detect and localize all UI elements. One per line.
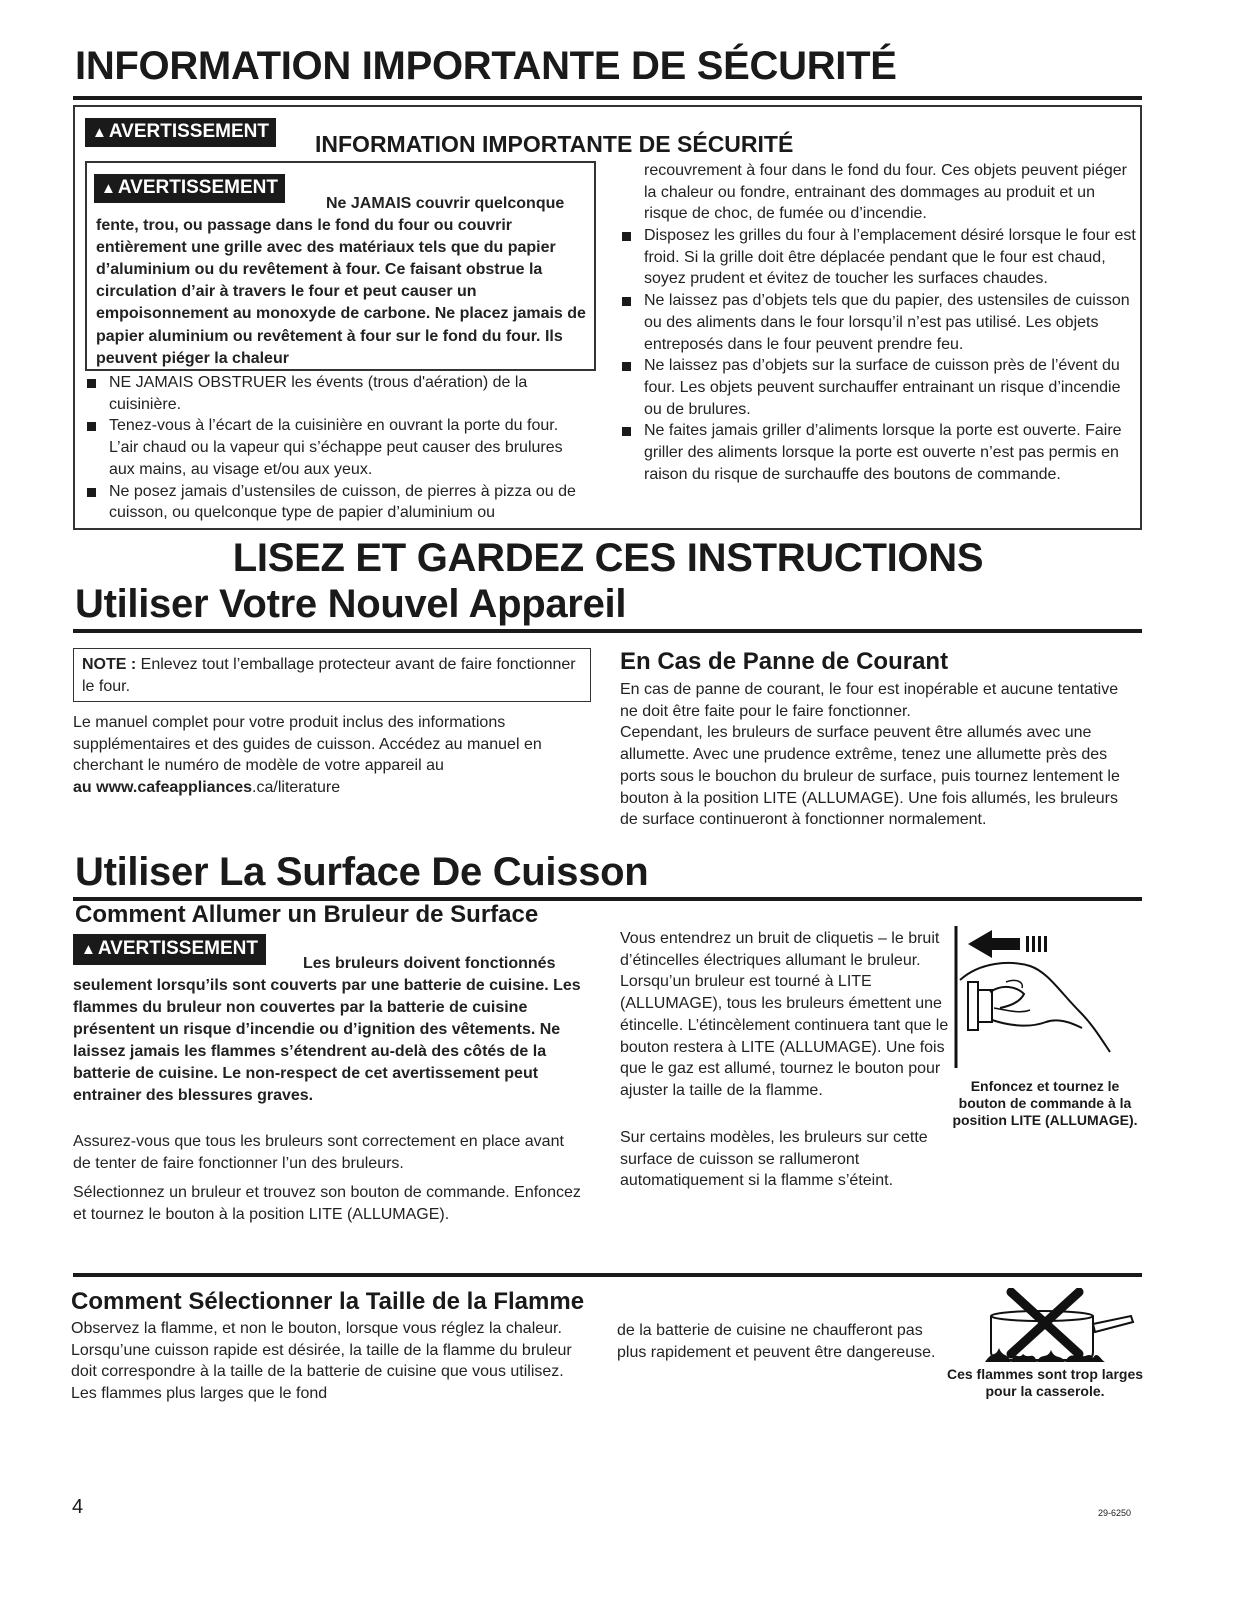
page-number: 4 (72, 1496, 84, 1518)
cooktop-warning-text: Les bruleurs doivent fonctionnés seulement lorsqu’ils sont couverts par une batterie de cuisine. Les flammes du bruleur non couvertes par la batterie de cuisine présentent un risque d’incendie ou d’ignition des vêtements. Ne laissez jamais les flammes s’étendrent au-delà des côtés de la batterie de cuisine. Le non-respect de cet avertissement peut entrainer des blessures graves. (73, 955, 581, 1104)
flame-icon (985, 1348, 1105, 1362)
list-item: Ne laissez pas d’objets sur la surface de cuisson près de l’évent du four. Les objets peuvent surchauffer entrainant un risque d’incendie ou de brulures. (620, 355, 1139, 420)
safety-right-bullets (620, 225, 1139, 485)
cooktop-subtitle: Comment Allumer un Bruleur de Surface (75, 901, 539, 928)
manual-link[interactable]: www.cafeappliances (96, 779, 253, 797)
inner-warning-badge: ▲ AVERTISSEMENT (94, 174, 285, 203)
list-item: Tenez-vous à l’écart de la cuisinière en ouvrant la porte du four. L’air chaud ou la vapeur qui s’échappe peut causer des brulures aux mains, au visage et/ou aux yeux. (85, 415, 590, 480)
warning-triangle-icon: ▲ (92, 124, 107, 141)
power-failure-title: En Cas de Panne de Courant (620, 648, 949, 675)
warning-triangle-icon: ▲ (101, 180, 116, 197)
flame-size-left-text: Observez la flamme, et non le bouton, lorsque vous réglez la chaleur. Lorsqu’une cuisson rapide est désirée, la taille de la flamme du bruleur doit correspondre à la taille de la batterie de cuisine que vous utilisez. Les flammes plus larges que le fond (71, 1320, 572, 1403)
safety-box-title: INFORMATION IMPORTANTE DE SÉCURITÉ (315, 131, 794, 157)
inner-warning-text: Ne JAMAIS couvrir quelconque fente, trou, ou passage dans le fond du four ou couvrir entièrement une grille avec des matériaux tels que du papier d’aluminium ou du revêtement à four. Ce faisant obstrue la circulation d’air à travers le four et peut causer un empoisonnement au monoxyde de carbone. Ne placez jamais de papier aluminium ou revêtement à four sur le fond du four. Ils peuvent piéger la chaleur (96, 195, 586, 367)
power-failure-text: En cas de panne de courant, le four est inopérable et aucune tentative ne doit être faite pour le faire fonctionner. Cependant, les bruleurs de surface peuvent être allumés avec une allumette. Avec une prudence extrême, tenez une allumette près des ports sous le bouchon du bruleur de surface, puis tournez lentement le bouton à la position LITE (ALLUMAGE). Une fois allumés, les bruleurs de surface continueront à fonctionner normalement. (620, 681, 1120, 829)
knob-figure-caption: Enfoncez et tournez le bouton de commande à la position LITE (ALLUMAGE). (952, 1078, 1138, 1128)
warning-triangle-icon: ▲ (81, 941, 96, 958)
flame-figure-caption: Ces flammes sont trop larges pour la casserole. (946, 1366, 1144, 1399)
cooktop-warning-badge: ▲ AVERTISSEMENT (73, 934, 266, 965)
push-arrow-icon (968, 930, 1020, 958)
list-item: Ne laissez pas d’objets tels que du papier, des ustensiles de cuisson ou des aliments dans le four lorsqu’il n’est pas utilisé. Les objets entreposés dans le four peuvent prendre feu. (620, 290, 1139, 355)
flame-size-right-text: de la batterie de cuisine ne chaufferont pas plus rapidement et peuvent être dangereuse. (617, 1322, 936, 1361)
flame-size-title: Comment Sélectionner la Taille de la Flamme (71, 1288, 585, 1315)
list-item: Ne posez jamais d’ustensiles de cuisson, de pierres à pizza ou de cuisson, ou quelconque type de papier d’aluminium ou (85, 481, 590, 524)
safety-left-bullets (85, 372, 590, 524)
header-rule (73, 96, 1142, 100)
cooktop-mid-para-2: Sur certains modèles, les bruleurs sur cette surface de cuisson se rallumeront automatiquement si la flamme s’éteint. (620, 1129, 928, 1190)
section-rule (73, 629, 1142, 633)
cooktop-para-2: Sélectionnez un bruleur et trouvez son bouton de commande. Enfoncez et tournez le bouton à la position LITE (ALLUMAGE). (73, 1184, 581, 1223)
section-title-new-appliance: Utiliser Votre Nouvel Appareil (75, 582, 627, 626)
cooktop-mid-para-1: Vous entendrez un bruit de cliquetis – le bruit d’étincelles électriques allumant le bruleur. Lorsqu’un bruleur est tourné à LITE (ALLUMAGE), tous les bruleurs émettent une étincelle. L’étincèlement continuera tant que le bouton restera à LITE (ALLUMAGE). Une fois que le gaz est allumé, tournez le bouton pour ajuster la taille de la flamme. (620, 930, 949, 1099)
list-item: NE JAMAIS OBSTRUER les évents (trous d'aération) de la cuisinière. (85, 372, 590, 415)
pan-handle (1093, 1316, 1133, 1332)
read-keep-heading: LISEZ ET GARDEZ CES INSTRUCTIONS (232, 536, 984, 580)
note-text: NOTE : Enlevez tout l’emballage protecteur avant de faire fonctionner le four. (82, 656, 576, 695)
safety-right-continuation: recouvrement à four dans le fond du four. Ces objets peuvent piéger la chaleur ou fondre, entrainant des dommages au produit et un risque de choc, de fumée ou d’incendie. (644, 162, 1127, 223)
list-item: Disposez les grilles du four à l’emplacement désiré lorsque le four est froid. Si la grille doit être déplacée pendant que le four est chaud, soyez prudent et évitez de toucher les surfaces chaudes. (620, 225, 1139, 290)
section-title-cooktop: Utiliser La Surface De Cuisson (75, 850, 649, 894)
manual-text: Le manuel complet pour votre produit inclus des informations supplémentaires et des guides de cuisson. Accédez au manuel en cherchant le numéro de modèle de votre appareil au au www.cafeappliances.ca/literature (73, 714, 542, 797)
list-item: Ne faites jamais griller d’aliments lorsque la porte est ouverte. Faire griller des aliments lorsque la porte est ouverte n’est pas permis en raison du risque de surchauffe des boutons de commande. (620, 420, 1139, 485)
cooktop-para-1: Assurez-vous que tous les bruleurs sont correctement en place avant de tenter de faire fonctionner l’un des bruleurs. (73, 1133, 564, 1172)
knob-push-turn-illustration (950, 922, 1140, 1072)
section-rule (73, 1273, 1142, 1277)
page-title: INFORMATION IMPORTANTE DE SÉCURITÉ (75, 44, 897, 88)
document-code: 29-6250 (1098, 1508, 1132, 1518)
safety-warning-badge: ▲ AVERTISSEMENT (85, 118, 276, 147)
oversized-flame-illustration (985, 1288, 1135, 1368)
